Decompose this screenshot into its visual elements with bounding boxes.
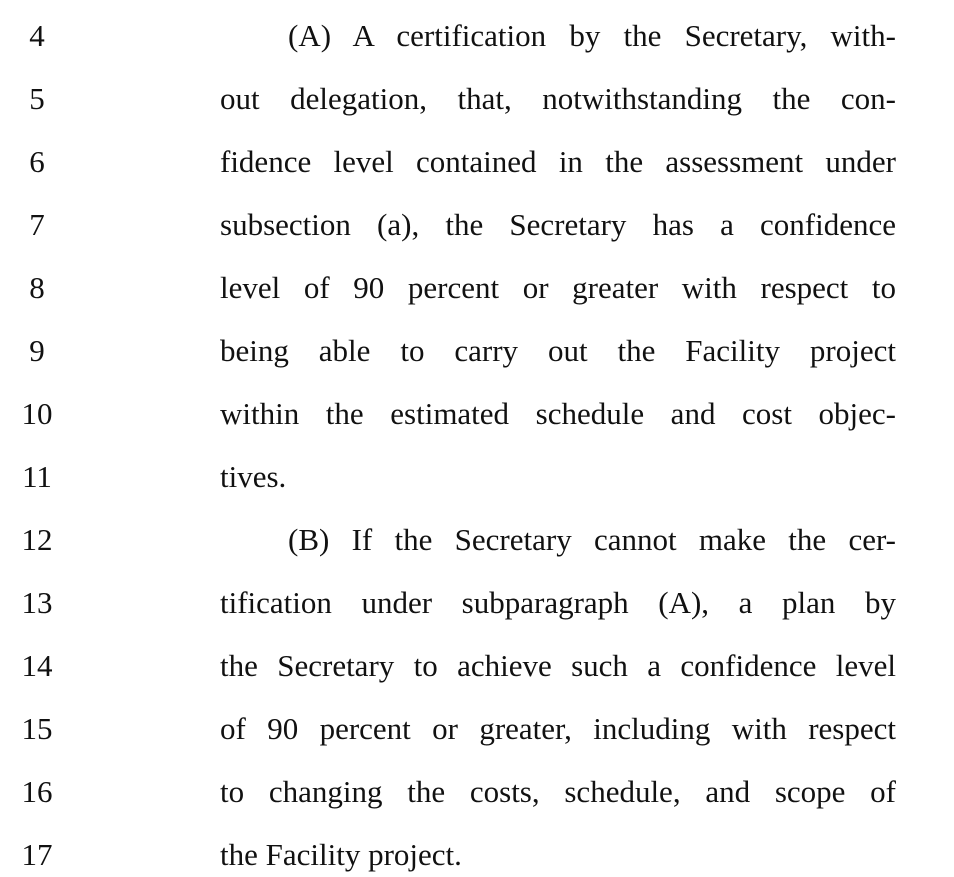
line-number: 8 <box>29 270 45 305</box>
line-text: (B) If the Secretary cannot make the cer- <box>288 522 896 557</box>
line-number: 5 <box>29 81 45 116</box>
line-text: subsection (a), the Secretary has a confidence <box>220 207 896 242</box>
line-number: 10 <box>21 396 53 431</box>
line-text: within the estimated schedule and cost objec- <box>220 396 896 431</box>
document-line <box>0 835 954 875</box>
line-number: 12 <box>21 522 53 557</box>
line-number: 6 <box>29 144 45 179</box>
line-number: 13 <box>21 585 53 620</box>
line-number: 9 <box>29 333 45 368</box>
document-line <box>0 583 954 623</box>
line-text: out delegation, that, notwithstanding the con- <box>220 81 896 116</box>
document-line <box>0 16 954 56</box>
line-number: 17 <box>21 837 53 872</box>
line-text: level of 90 percent or greater with respect to <box>220 270 896 305</box>
line-text: (A) A certification by the Secretary, with- <box>288 18 896 53</box>
document-line <box>0 646 954 686</box>
document-line <box>0 457 954 497</box>
line-number: 11 <box>22 459 52 494</box>
line-text: the Facility project. <box>220 837 462 872</box>
document-line <box>0 772 954 812</box>
document-line <box>0 205 954 245</box>
line-number: 4 <box>29 18 45 53</box>
document-line <box>0 268 954 308</box>
document-line <box>0 394 954 434</box>
document-line <box>0 79 954 119</box>
document-line <box>0 142 954 182</box>
line-text: to changing the costs, schedule, and scope of <box>220 774 896 809</box>
line-text: the Secretary to achieve such a confidence level <box>220 648 896 683</box>
document-line <box>0 709 954 749</box>
line-number: 7 <box>29 207 45 242</box>
line-text: fidence level contained in the assessment under <box>220 144 896 179</box>
line-text: tives. <box>220 459 287 494</box>
line-text: of 90 percent or greater, including with respect <box>220 711 896 746</box>
line-text: tification under subparagraph (A), a plan by <box>220 585 896 620</box>
line-number: 15 <box>21 711 53 746</box>
line-number: 14 <box>21 648 53 683</box>
line-number: 16 <box>21 774 53 809</box>
document-line <box>0 520 954 560</box>
document-line <box>0 331 954 371</box>
line-text: being able to carry out the Facility project <box>220 333 896 368</box>
